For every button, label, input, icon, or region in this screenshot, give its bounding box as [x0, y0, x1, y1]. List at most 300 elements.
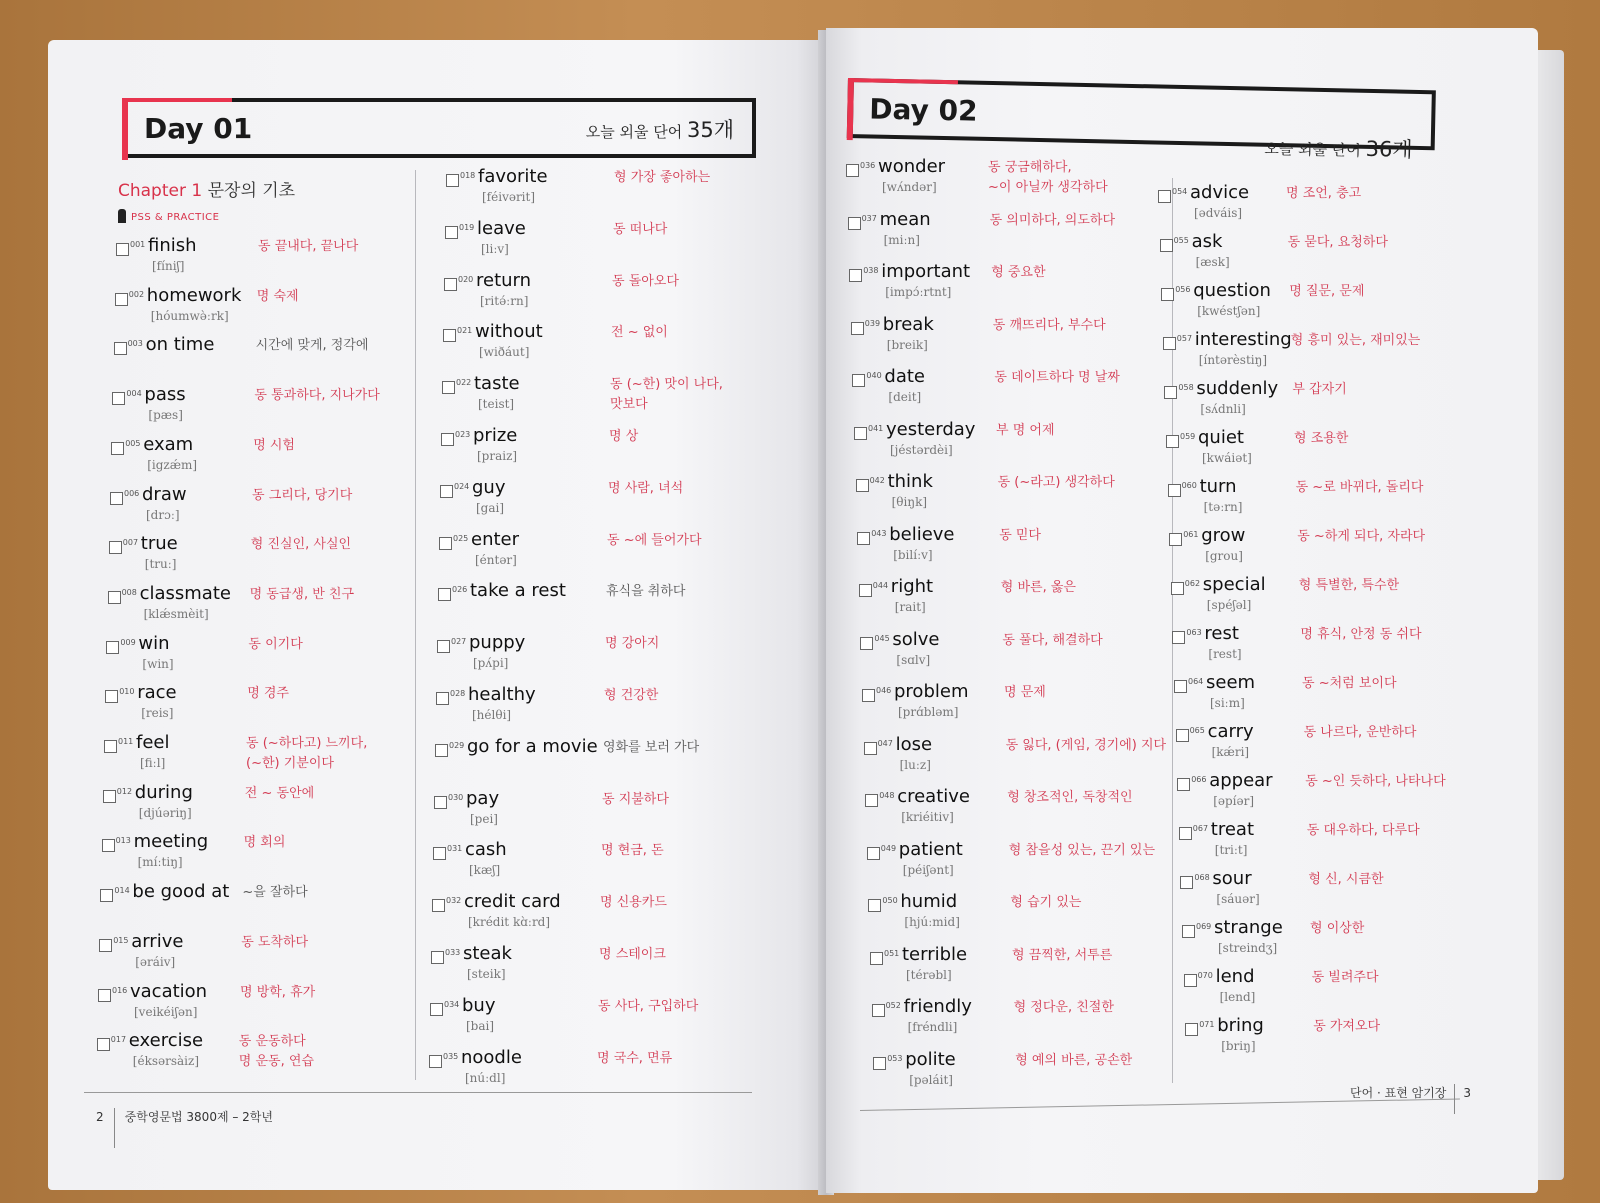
word-term: treat	[1210, 819, 1255, 840]
word-meaning: 명 강아지	[605, 636, 660, 652]
word-meaning: 명 상	[609, 429, 639, 444]
checkbox[interactable]	[444, 278, 457, 291]
word-pronunciation: [truː]	[144, 557, 177, 572]
word-pronunciation: [steik]	[467, 967, 506, 981]
checkbox[interactable]	[1184, 974, 1197, 987]
right-page	[826, 28, 1538, 1193]
word-number: 059	[1180, 432, 1196, 441]
word-number: 047	[877, 738, 893, 748]
word-number: 019	[459, 222, 475, 232]
checkbox[interactable]	[442, 381, 455, 394]
word-number: 026	[452, 585, 468, 595]
checkbox[interactable]	[859, 584, 872, 597]
word-entry	[852, 368, 1172, 414]
checkbox[interactable]	[109, 541, 122, 554]
checkbox[interactable]	[1179, 827, 1192, 840]
person-icon	[118, 209, 126, 223]
word-meaning: 명 사람, 녀석	[608, 480, 684, 496]
checkbox[interactable]	[1166, 435, 1179, 448]
word-entry	[1166, 429, 1486, 475]
word-entry	[864, 733, 1184, 782]
word-meaning: 형 습기 있는	[1010, 895, 1082, 910]
word-entry	[865, 788, 1185, 834]
word-meaning: 형 가장 좋아하는	[614, 170, 711, 185]
chapter-heading: Chapter 1 문장의 기초	[118, 181, 296, 201]
checkbox[interactable]	[1185, 1023, 1198, 1036]
word-entry	[848, 208, 1168, 257]
word-pronunciation: [fiːl]	[140, 756, 166, 770]
word-number: 024	[454, 481, 470, 491]
word-meaning: 명 문제	[1004, 685, 1046, 700]
word-term: taste	[474, 373, 520, 395]
checkbox[interactable]	[1172, 631, 1185, 644]
word-pronunciation: [teist]	[478, 397, 515, 412]
checkbox[interactable]	[846, 164, 859, 177]
checkbox[interactable]	[443, 329, 456, 342]
word-number: 066	[1191, 775, 1207, 784]
word-entry	[444, 269, 764, 318]
word-number: 007	[122, 538, 139, 548]
word-entry	[446, 168, 766, 214]
checkbox[interactable]	[114, 342, 127, 355]
word-pronunciation: [luːz]	[899, 757, 931, 772]
word-number: 054	[1172, 187, 1188, 196]
word-number: 025	[453, 533, 469, 543]
word-meaning: 동 ~처럼 보이다	[1302, 676, 1397, 691]
word-pronunciation: [fíniʃ]	[152, 259, 185, 273]
word-entry	[436, 686, 756, 732]
word-term: lose	[895, 733, 933, 755]
checkbox[interactable]	[116, 243, 129, 256]
word-meaning: 동 돌아오다	[612, 273, 679, 289]
word-number: 029	[449, 740, 465, 750]
word-entry	[112, 386, 432, 432]
word-number: 055	[1173, 236, 1189, 245]
checkbox[interactable]	[1171, 582, 1184, 595]
checkbox[interactable]	[1174, 680, 1187, 693]
word-meaning: 형 진실인, 사실인	[250, 537, 352, 553]
word-pronunciation: [térəbl]	[906, 967, 952, 982]
word-pronunciation: [briŋ]	[1221, 1039, 1256, 1053]
word-term: leave	[477, 217, 526, 239]
word-meaning: 동 (~라고) 생각하다	[997, 475, 1115, 490]
checkbox[interactable]	[438, 588, 451, 601]
word-term: yesterday	[886, 418, 976, 440]
word-meaning: ~을 잘하다	[242, 885, 308, 901]
word-entry	[1174, 674, 1494, 720]
checkbox[interactable]	[868, 899, 881, 912]
word-meaning: 동 믿다	[999, 527, 1041, 543]
word-pronunciation: [æsk]	[1195, 255, 1230, 269]
day-title: Day 01	[144, 112, 253, 145]
word-number: 027	[451, 637, 467, 647]
word-pronunciation: [prɑ́bləm]	[898, 705, 959, 719]
checkbox[interactable]	[854, 427, 867, 440]
checkbox[interactable]	[103, 790, 116, 803]
word-count: 오늘 외울 단어 35개	[585, 118, 734, 142]
checkbox[interactable]	[440, 485, 453, 498]
word-meaning: 형 중요한	[991, 265, 1046, 280]
word-meaning: 동 (~하다고) 느끼다, (~한) 기분이다	[246, 736, 368, 771]
word-meaning: 형 바른, 옳은	[1000, 580, 1076, 595]
word-meaning: 동 사다, 구입하다	[598, 998, 699, 1014]
word-entry	[432, 893, 752, 939]
word-number: 008	[121, 587, 137, 597]
checkbox[interactable]	[867, 847, 880, 860]
word-meaning: 형 특별한, 특수한	[1298, 578, 1400, 593]
word-term: polite	[905, 1048, 956, 1070]
word-number: 012	[116, 786, 133, 796]
word-pronunciation: [əráiv]	[135, 954, 176, 969]
word-pronunciation: [spéʃəl]	[1206, 598, 1252, 612]
word-pronunciation: [péiʃənt]	[902, 862, 954, 877]
checkbox[interactable]	[1164, 386, 1177, 399]
checkbox[interactable]	[115, 293, 128, 306]
word-number: 032	[446, 896, 462, 906]
word-meaning: 형 정다운, 친절한	[1013, 1000, 1114, 1015]
word-pronunciation: [kwéstʃən]	[1197, 304, 1261, 318]
word-number: 009	[120, 637, 136, 647]
word-term: arrive	[131, 930, 184, 952]
word-term: grow	[1201, 525, 1246, 546]
word-term: think	[887, 471, 933, 492]
word-entry	[1169, 527, 1489, 573]
word-meaning: 영화를 보러 가다	[603, 739, 700, 755]
word-pronunciation: [igzǽm]	[147, 457, 198, 472]
checkbox[interactable]	[106, 641, 119, 654]
word-number: 046	[876, 686, 892, 695]
word-pronunciation: [ədváis]	[1194, 206, 1243, 220]
word-term: vacation	[130, 980, 208, 1002]
checkbox[interactable]	[852, 374, 865, 387]
word-meaning: 동 깨뜨리다, 부수다	[992, 317, 1106, 333]
word-meaning: 동 나르다, 운반하다	[1303, 725, 1417, 740]
checkbox[interactable]	[430, 1003, 443, 1016]
checkbox[interactable]	[97, 1038, 110, 1051]
word-meaning: 형 신, 시큼한	[1308, 872, 1384, 887]
checkbox[interactable]	[849, 269, 862, 282]
word-entry	[439, 528, 759, 577]
pss-label: PSS & PRACTICE	[118, 209, 219, 223]
word-entry	[1177, 772, 1497, 818]
word-number: 023	[455, 430, 471, 439]
word-number: 041	[868, 423, 884, 433]
word-number: 031	[447, 844, 463, 854]
checkbox[interactable]	[1168, 484, 1181, 497]
word-term: true	[140, 533, 178, 555]
word-entry	[110, 483, 430, 532]
checkbox[interactable]	[111, 442, 124, 455]
word-term: patient	[898, 838, 963, 860]
book-title: 중학영문법 3800제 – 2학년	[124, 1110, 273, 1124]
checkbox[interactable]	[105, 690, 118, 703]
word-term: pass	[144, 384, 186, 406]
word-entry	[443, 323, 763, 369]
word-number: 028	[450, 689, 466, 698]
word-entry	[1164, 380, 1484, 426]
word-number: 070	[1197, 971, 1213, 980]
word-meaning: 명 동급생, 반 친구	[249, 586, 355, 602]
word-term: without	[475, 321, 543, 343]
word-pronunciation: [win]	[142, 656, 174, 671]
word-number: 021	[457, 326, 473, 336]
checkbox[interactable]	[870, 952, 883, 965]
checkbox[interactable]	[431, 951, 444, 964]
word-entry	[108, 582, 428, 631]
checkbox[interactable]	[98, 989, 111, 1002]
word-number: 030	[448, 792, 464, 802]
checkbox[interactable]	[1160, 239, 1173, 252]
word-number: 022	[456, 378, 472, 388]
word-pronunciation: [pæs]	[148, 408, 183, 423]
footer-rule	[84, 1092, 752, 1093]
word-pronunciation: [kǽri]	[1211, 745, 1250, 759]
word-entry	[103, 781, 423, 830]
word-pronunciation: [impɔ́ːrtnt]	[885, 285, 952, 299]
word-entry	[859, 578, 1179, 624]
checkbox[interactable]	[437, 640, 450, 653]
checkbox[interactable]	[1177, 778, 1190, 791]
word-meaning: 전 ~ 없이	[611, 325, 668, 341]
word-term: strange	[1214, 917, 1283, 938]
word-term: buy	[462, 994, 496, 1016]
word-meaning: 형 흥미 있는, 재미있는	[1290, 333, 1421, 348]
word-number: 017	[110, 1035, 127, 1045]
word-entry	[1184, 968, 1504, 1014]
word-term: classmate	[139, 582, 231, 604]
word-entry	[1176, 723, 1496, 769]
word-entry	[1185, 1017, 1505, 1063]
word-number: 005	[125, 438, 141, 448]
section-title: 단어 · 표현 암기장	[1350, 1086, 1447, 1100]
checkbox[interactable]	[856, 479, 869, 492]
checkbox[interactable]	[435, 744, 448, 757]
word-pronunciation: [wiðáut]	[479, 345, 530, 360]
word-pronunciation: [krédit kɑ̀ːrd]	[468, 915, 551, 930]
word-pronunciation: [veikéiʃən]	[134, 1004, 198, 1019]
word-meaning: 동 그리다, 당기다	[252, 487, 353, 503]
word-entry	[1168, 478, 1488, 524]
day-header-box	[122, 98, 756, 158]
word-pronunciation: [djúəriŋ]	[138, 805, 192, 820]
word-term: race	[137, 682, 177, 704]
word-meaning: 동 ~하게 되다, 자라다	[1297, 529, 1426, 544]
page-number: 3	[1463, 1086, 1472, 1100]
word-entry	[1179, 821, 1499, 867]
word-meaning: 명 조언, 충고	[1286, 186, 1362, 201]
checkbox[interactable]	[429, 1055, 442, 1068]
word-entry	[856, 473, 1176, 519]
word-entry	[437, 634, 757, 680]
word-term: noodle	[461, 1046, 522, 1068]
word-term: sour	[1212, 868, 1252, 889]
checkbox[interactable]	[865, 794, 878, 807]
word-number: 062	[1184, 579, 1201, 588]
checkbox[interactable]	[864, 742, 877, 755]
word-pronunciation: [gai]	[476, 500, 505, 515]
word-term: interesting	[1194, 329, 1292, 350]
word-entry	[433, 841, 753, 887]
word-entry	[431, 945, 751, 991]
checkbox[interactable]	[102, 839, 115, 852]
checkbox[interactable]	[1180, 876, 1193, 889]
word-term: suddenly	[1196, 378, 1279, 399]
word-pronunciation: [sʌ́dnli]	[1200, 402, 1246, 416]
word-pronunciation: [pəláit]	[909, 1072, 953, 1087]
word-number: 058	[1178, 383, 1194, 392]
word-meaning: 명 회의	[243, 835, 286, 851]
word-entry	[849, 263, 1169, 309]
word-entry	[445, 217, 765, 266]
word-pronunciation: [hóumwə̀ːrk]	[150, 308, 229, 323]
word-number: 060	[1181, 481, 1197, 490]
checkbox[interactable]	[1169, 533, 1182, 546]
word-entry	[873, 1048, 1193, 1097]
word-term: rest	[1204, 623, 1239, 644]
word-pronunciation: [éntər]	[475, 552, 517, 567]
word-meaning: 동 풀다, 해결하다	[1002, 632, 1103, 648]
page-number: 2	[96, 1110, 104, 1124]
checkbox[interactable]	[433, 847, 446, 860]
word-term: return	[476, 269, 532, 291]
word-number: 053	[887, 1053, 903, 1063]
word-entry	[441, 427, 761, 473]
word-pronunciation: [hjúːmid]	[904, 915, 960, 929]
word-meaning: 명 경주	[247, 686, 289, 702]
word-term: pay	[466, 787, 500, 809]
word-entry	[851, 313, 1171, 362]
checkbox[interactable]	[857, 532, 870, 545]
word-number: 002	[128, 289, 145, 299]
checkbox[interactable]	[445, 226, 458, 239]
word-meaning: 부 명 어제	[996, 422, 1055, 438]
word-pronunciation: [streindʒ]	[1218, 941, 1278, 955]
word-entry	[111, 433, 431, 482]
word-meaning: 동 빌려주다	[1311, 970, 1379, 985]
word-number: 013	[115, 836, 131, 846]
word-meaning: 동 데이트하다 명 날짜	[994, 370, 1120, 385]
word-pronunciation: [deit]	[888, 390, 922, 404]
word-entry	[860, 628, 1180, 677]
word-pronunciation: [siːm]	[1210, 696, 1245, 710]
word-pronunciation: [pʌ́pi]	[473, 656, 509, 671]
checkbox[interactable]	[100, 889, 113, 902]
word-number: 044	[872, 581, 889, 590]
day-title: Day 02	[869, 92, 978, 128]
word-entry	[430, 994, 750, 1043]
word-term: finish	[148, 235, 197, 256]
word-meaning: 동 운동하다 명 운동, 연습	[238, 1034, 314, 1070]
word-number: 050	[882, 896, 898, 905]
word-meaning: 동 도착하다	[241, 934, 309, 950]
word-number: 004	[126, 389, 142, 399]
word-pronunciation: [klǽsmèit]	[143, 606, 209, 621]
checkbox[interactable]	[104, 740, 117, 753]
checkbox[interactable]	[434, 796, 447, 809]
word-meaning: 형 건강한	[604, 688, 659, 703]
word-number: 011	[118, 737, 134, 746]
checkbox[interactable]	[441, 433, 454, 446]
word-entry	[98, 980, 418, 1029]
checkbox[interactable]	[862, 689, 875, 702]
word-pronunciation: [núːdl]	[465, 1070, 506, 1085]
word-entry	[857, 523, 1177, 572]
word-term: prize	[473, 425, 518, 446]
checkbox[interactable]	[1163, 337, 1176, 350]
word-meaning: 부 갑자기	[1292, 382, 1347, 397]
day-header-box	[847, 78, 1436, 162]
checkbox[interactable]	[446, 174, 459, 187]
word-entry	[854, 418, 1174, 467]
word-number: 039	[864, 318, 881, 328]
checkbox[interactable]	[110, 492, 123, 505]
checkbox[interactable]	[1176, 729, 1189, 742]
checkbox[interactable]	[1182, 925, 1195, 938]
word-meaning: 동 ~에 들어가다	[607, 532, 702, 548]
word-number: 037	[861, 213, 877, 223]
word-entry	[114, 336, 434, 382]
checkbox[interactable]	[1161, 288, 1174, 301]
word-term: friendly	[903, 996, 972, 1017]
word-entry	[435, 735, 755, 784]
word-term: homework	[146, 284, 242, 306]
word-entry	[109, 535, 429, 581]
word-number: 040	[866, 371, 882, 380]
word-meaning: 형 조용한	[1294, 431, 1349, 446]
word-term: right	[890, 576, 934, 597]
word-term: win	[138, 632, 170, 654]
checkbox[interactable]	[873, 1057, 886, 1070]
checkbox[interactable]	[860, 637, 873, 650]
checkbox[interactable]	[1158, 190, 1171, 203]
checkbox[interactable]	[432, 899, 445, 912]
checkbox[interactable]	[99, 939, 112, 952]
word-pronunciation: [kæʃ]	[469, 863, 501, 878]
left-page	[48, 40, 828, 1190]
checkbox[interactable]	[872, 1004, 885, 1017]
word-meaning: 형 이상한	[1310, 921, 1365, 936]
word-term: wonder	[878, 156, 946, 177]
word-entry	[1182, 919, 1502, 965]
word-meaning: 명 휴식, 안정 동 쉬다	[1300, 627, 1422, 642]
checkbox[interactable]	[439, 537, 452, 550]
checkbox[interactable]	[436, 692, 449, 705]
word-entry	[438, 582, 758, 628]
word-pronunciation: [miːn]	[883, 232, 920, 247]
word-number: 010	[119, 687, 135, 697]
word-term: break	[882, 313, 934, 335]
word-number: 035	[443, 1051, 459, 1061]
word-entry	[116, 237, 436, 283]
word-meaning: 명 신용카드	[600, 895, 667, 911]
word-entry	[100, 883, 420, 929]
checkbox[interactable]	[851, 322, 864, 335]
checkbox[interactable]	[112, 392, 125, 405]
word-meaning: 명 방학, 휴가	[240, 984, 316, 1000]
word-pronunciation: [pei]	[470, 811, 498, 826]
word-entry	[1172, 625, 1492, 671]
word-term: bring	[1217, 1015, 1264, 1036]
word-meaning: 형 창조적인, 독창적인	[1007, 790, 1133, 805]
checkbox[interactable]	[108, 591, 121, 604]
word-entry	[872, 998, 1192, 1044]
word-pronunciation: [íntərèstiŋ]	[1198, 353, 1268, 367]
word-entry	[1161, 282, 1481, 328]
word-pronunciation: [breik]	[886, 337, 928, 352]
checkbox[interactable]	[848, 217, 861, 230]
left-footer	[96, 1108, 273, 1148]
word-meaning: 동 잃다, (게임, 경기에) 지다	[1005, 737, 1167, 753]
